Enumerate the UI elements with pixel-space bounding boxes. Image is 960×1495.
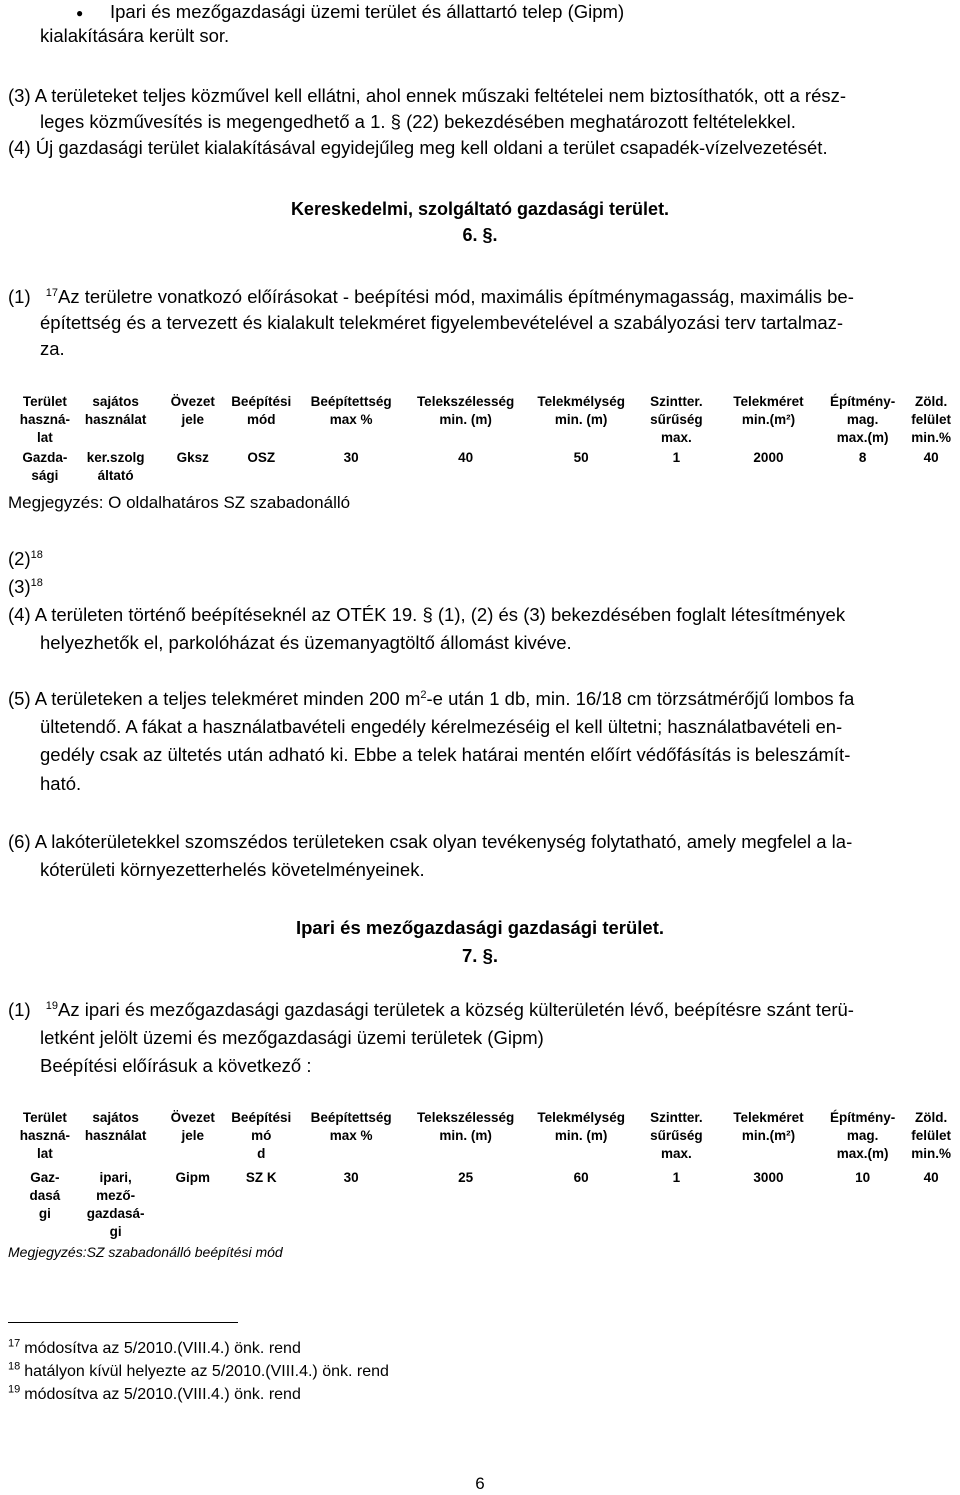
table-cell xyxy=(18,447,72,485)
cell-line: áltató xyxy=(97,468,134,483)
cell-line: SZ K xyxy=(245,1170,277,1185)
para4: (4) Új gazdasági terület kialakításával egyidejűleg meg kell oldani a terület csapadék-vízelvezetését. xyxy=(8,137,828,158)
footnote-ref: 18 xyxy=(30,576,43,589)
cell-line: lat xyxy=(37,430,53,445)
cell-line: Gaz- xyxy=(30,1170,60,1185)
cell-line: jele xyxy=(181,1128,204,1143)
footnote-text: hatályon kívül helyezte az 5/2010.(VIII.4.) önk. rend xyxy=(24,1363,389,1380)
cell-line: 10 xyxy=(855,1170,871,1185)
table-header-cell xyxy=(297,1109,406,1163)
table-cell xyxy=(821,447,904,485)
cell-line: mező- xyxy=(96,1188,136,1203)
para-text: (5) A területeken a teljes telekméret minden 200 m xyxy=(8,688,421,709)
cell-line: használat xyxy=(84,412,147,427)
para-label: (2) xyxy=(8,548,31,569)
table-header-cell xyxy=(821,1109,904,1163)
table-cell xyxy=(160,1163,226,1241)
table-cell xyxy=(904,447,958,485)
cell-line: max. xyxy=(661,1146,692,1161)
cell-line: Gazda- xyxy=(22,450,68,465)
table-header-cell xyxy=(226,1109,297,1163)
cell-line: 40 xyxy=(923,450,939,465)
footnote-text: módosítva az 5/2010.(VIII.4.) önk. rend xyxy=(24,1386,301,1403)
table-row xyxy=(18,447,958,485)
cell-line: haszná- xyxy=(19,1128,71,1143)
cell-line: jele xyxy=(181,412,204,427)
table-cell xyxy=(297,447,406,485)
footnote-ref: 18 xyxy=(30,548,43,561)
table-header-cell xyxy=(72,1109,160,1163)
cell-line: gi xyxy=(109,1224,122,1239)
footnote-17 xyxy=(8,1338,301,1360)
cell-line: Övezet xyxy=(170,394,215,409)
footnote-18 xyxy=(8,1361,389,1383)
table-row xyxy=(18,1163,958,1241)
cell-line: 40 xyxy=(923,1170,939,1185)
table-header-cell xyxy=(821,393,904,447)
table-cell xyxy=(637,447,716,485)
cell-line: Beépítettség xyxy=(310,1110,392,1125)
section6-para1-line-1 xyxy=(8,284,854,310)
cell-line: 30 xyxy=(343,450,359,465)
footnote-number: 17 xyxy=(8,1337,21,1350)
cell-line: Telekmélység xyxy=(537,394,625,409)
cell-line: 25 xyxy=(458,1170,474,1185)
cell-line: mag. xyxy=(846,1128,879,1143)
table-cell xyxy=(18,1163,72,1241)
cell-line: sajátos xyxy=(92,1110,139,1125)
cell-line: min.(m²) xyxy=(741,412,796,427)
table-header-cell xyxy=(716,1109,821,1163)
para3-line-2: leges közművesítés is megengedhető a 1. § (22) bekezdésében meghatározott feltételekkel. xyxy=(40,111,796,132)
cell-line: mód xyxy=(246,412,276,427)
cell-line: Gksz xyxy=(176,450,209,465)
table-header-row xyxy=(18,1109,958,1163)
table-header-cell xyxy=(637,393,716,447)
cell-line: max. xyxy=(661,430,692,445)
cell-line: sági xyxy=(31,468,59,483)
cell-line: max % xyxy=(329,412,373,427)
cell-line: max.(m) xyxy=(836,1146,889,1161)
table-cell xyxy=(716,447,821,485)
cell-line: sűrűség xyxy=(650,412,703,427)
section6-p5-line-1 xyxy=(8,686,854,712)
cell-line: 3000 xyxy=(753,1170,784,1185)
cell-line: min.(m²) xyxy=(741,1128,796,1143)
cell-line: gazdasá- xyxy=(86,1206,145,1221)
table7-note: Megjegyzés:SZ szabadonálló beépítési mód xyxy=(8,1244,283,1260)
para-text: Az ipari és mezőgazdasági gazdasági területek a község külterületén lévő, beépítésre szánt terü- xyxy=(58,999,854,1020)
para-label: (3) xyxy=(8,576,31,597)
section7-para1-line-3: Beépítési előírásuk a következő : xyxy=(40,1055,312,1076)
para-text: Az területre vonatkozó előírásokat - beépítési mód, maximális építménymagasság, maximális be- xyxy=(58,286,854,307)
table-header-cell xyxy=(297,393,406,447)
cell-line: 2000 xyxy=(753,450,784,465)
table-cell xyxy=(821,1163,904,1241)
section6-heading: Kereskedelmi, szolgáltató gazdasági terület. xyxy=(290,199,670,219)
cell-line: Építmény- xyxy=(829,1110,896,1125)
regulation-table-7 xyxy=(18,1109,958,1241)
cell-line: Telekszélesség xyxy=(416,394,515,409)
table6-note: Megjegyzés: O oldalhatáros SZ szabadonálló xyxy=(8,493,351,512)
cell-line: Beépítési xyxy=(231,1110,292,1125)
cell-line: Telekmélység xyxy=(537,1110,625,1125)
cell-line: ker.szolg xyxy=(86,450,145,465)
cell-line: 40 xyxy=(458,450,474,465)
para-label: (1) xyxy=(8,999,31,1020)
footnote-19 xyxy=(8,1384,301,1406)
cell-line: 60 xyxy=(573,1170,589,1185)
bullet-symbol: ● xyxy=(76,6,84,20)
table-header-cell xyxy=(406,393,526,447)
cell-line: Telekméret xyxy=(733,394,804,409)
superscript: 2 xyxy=(420,688,427,701)
table-header-cell xyxy=(72,393,160,447)
section6-p4-line-2: helyezhetők el, parkolóházat és üzemanyagtöltő állomást kivéve. xyxy=(40,632,572,653)
table-header-cell xyxy=(226,393,297,447)
table-header-cell xyxy=(904,393,958,447)
cell-line: max % xyxy=(329,1128,373,1143)
table-header-cell xyxy=(637,1109,716,1163)
cell-line: Telekszélesség xyxy=(416,1110,515,1125)
section7-para1-line-2: letként jelölt üzemi és mezőgazdasági üzemi területek (Gipm) xyxy=(40,1027,544,1048)
footnote-number: 19 xyxy=(8,1383,21,1396)
table-header-cell xyxy=(160,393,226,447)
cell-line: haszná- xyxy=(19,412,71,427)
cell-line: ipari, xyxy=(99,1170,132,1185)
cell-line: Övezet xyxy=(170,1110,215,1125)
table-header-row xyxy=(18,393,958,447)
cell-line: használat xyxy=(84,1128,147,1143)
section6-p6-line-2: kóterületi környezetterhelés követelményeinek. xyxy=(40,859,425,880)
table-cell xyxy=(297,1163,406,1241)
cell-line: Beépítési xyxy=(231,394,292,409)
cell-line: Zöld. xyxy=(915,394,948,409)
cell-line: mag. xyxy=(846,412,879,427)
table-header-cell xyxy=(18,1109,72,1163)
table-cell xyxy=(226,1163,297,1241)
section6-p4-line-1: (4) A területen történő beépítéseknél az OTÉK 19. § (1), (2) és (3) bekezdésében foglalt létesítmények xyxy=(8,604,846,625)
bullet-line-2: kialakítására került sor. xyxy=(40,25,230,46)
cell-line: 50 xyxy=(573,450,589,465)
cell-line: min. (m) xyxy=(439,412,492,427)
para3-line-1: (3) A területeket teljes közművel kell ellátni, ahol ennek műszaki feltételei nem biztosíthatók, ott a rész- xyxy=(8,85,847,106)
cell-line: 1 xyxy=(672,1170,681,1185)
cell-line: Terület xyxy=(22,1110,67,1125)
cell-line: Zöld. xyxy=(915,1110,948,1125)
cell-line: 30 xyxy=(343,1170,359,1185)
section6-p6-line-1: (6) A lakóterületekkel szomszédos területeken csak olyan tevékenység folytatható, amely megfelel a la- xyxy=(8,831,853,852)
cell-line: Beépítettség xyxy=(310,394,392,409)
table-cell xyxy=(526,1163,637,1241)
section6-p3 xyxy=(8,574,43,600)
cell-line: sűrűség xyxy=(650,1128,703,1143)
regulation-table-6 xyxy=(18,393,958,485)
section6-p5-line-4: ható. xyxy=(40,773,82,794)
footnote-ref: 19 xyxy=(45,999,59,1012)
table-header-cell xyxy=(904,1109,958,1163)
table-header-cell xyxy=(526,1109,637,1163)
section6-p5-line-2: ültetendő. A fákat a használatbavételi engedély kérelmezéséig el kell ültetni; használatbavételi en- xyxy=(40,716,843,737)
table-cell xyxy=(526,447,637,485)
table-header-cell xyxy=(406,1109,526,1163)
footnote-number: 18 xyxy=(8,1360,21,1373)
table-cell xyxy=(406,447,526,485)
cell-line: min.% xyxy=(911,430,952,445)
table-cell xyxy=(226,447,297,485)
cell-line: OSZ xyxy=(247,450,276,465)
table-header-cell xyxy=(160,1109,226,1163)
cell-line: dasá xyxy=(29,1188,61,1203)
table-cell xyxy=(637,1163,716,1241)
table-cell xyxy=(904,1163,958,1241)
section6-p2 xyxy=(8,546,43,572)
section7-heading: Ipari és mezőgazdasági gazdasági terület. xyxy=(295,917,665,938)
cell-line: Szintter. xyxy=(650,394,703,409)
section6-number: 6. §. xyxy=(462,225,498,245)
table-cell xyxy=(72,1163,160,1241)
cell-line: 1 xyxy=(672,450,681,465)
table-header-cell xyxy=(18,393,72,447)
cell-line: Építmény- xyxy=(829,394,896,409)
cell-line: min. (m) xyxy=(554,1128,608,1143)
footnote-text: módosítva az 5/2010.(VIII.4.) önk. rend xyxy=(24,1340,301,1357)
table-header-cell xyxy=(526,393,637,447)
cell-line: min. (m) xyxy=(554,412,608,427)
cell-line: max.(m) xyxy=(836,430,889,445)
footnote-separator xyxy=(8,1322,238,1323)
table-cell xyxy=(406,1163,526,1241)
section7-para1-line-1 xyxy=(8,997,854,1023)
section6-para1-line-2: építettség és a tervezett és kialakult telekméret figyelembevételével a szabályozási terv tartalmaz- xyxy=(40,312,844,333)
section6-p5-line-3: gedély csak az ültetés után adható ki. Ebbe a telek határai mentén előírt védőfásítás is beleszámít- xyxy=(40,744,851,765)
page-number: 6 xyxy=(475,1474,485,1493)
section6-para1-line-3: za. xyxy=(40,338,65,359)
cell-line: gi xyxy=(38,1206,51,1221)
cell-line: min. (m) xyxy=(439,1128,492,1143)
cell-line: sajátos xyxy=(92,394,139,409)
cell-line: mó xyxy=(251,1128,272,1143)
para-text: -e után 1 db, min. 16/18 cm törzsátmérőjű lombos fa xyxy=(426,688,855,709)
cell-line: 8 xyxy=(858,450,867,465)
cell-line: Telekméret xyxy=(733,1110,804,1125)
cell-line: Szintter. xyxy=(650,1110,703,1125)
footnote-ref: 17 xyxy=(45,286,59,299)
cell-line: lat xyxy=(37,1146,53,1161)
section7-number: 7. §. xyxy=(462,945,498,966)
cell-line: min.% xyxy=(911,1146,952,1161)
table-cell xyxy=(160,447,226,485)
table-header-cell xyxy=(716,393,821,447)
cell-line: Terület xyxy=(22,394,67,409)
cell-line: felület xyxy=(911,1128,952,1143)
table-cell xyxy=(716,1163,821,1241)
cell-line: d xyxy=(257,1146,266,1161)
cell-line: Gipm xyxy=(175,1170,210,1185)
bullet-line-1: Ipari és mezőgazdasági üzemi terület és állattartó telep (Gipm) xyxy=(110,1,625,22)
table-cell xyxy=(72,447,160,485)
cell-line: felület xyxy=(911,412,952,427)
para-label: (1) xyxy=(8,286,31,307)
